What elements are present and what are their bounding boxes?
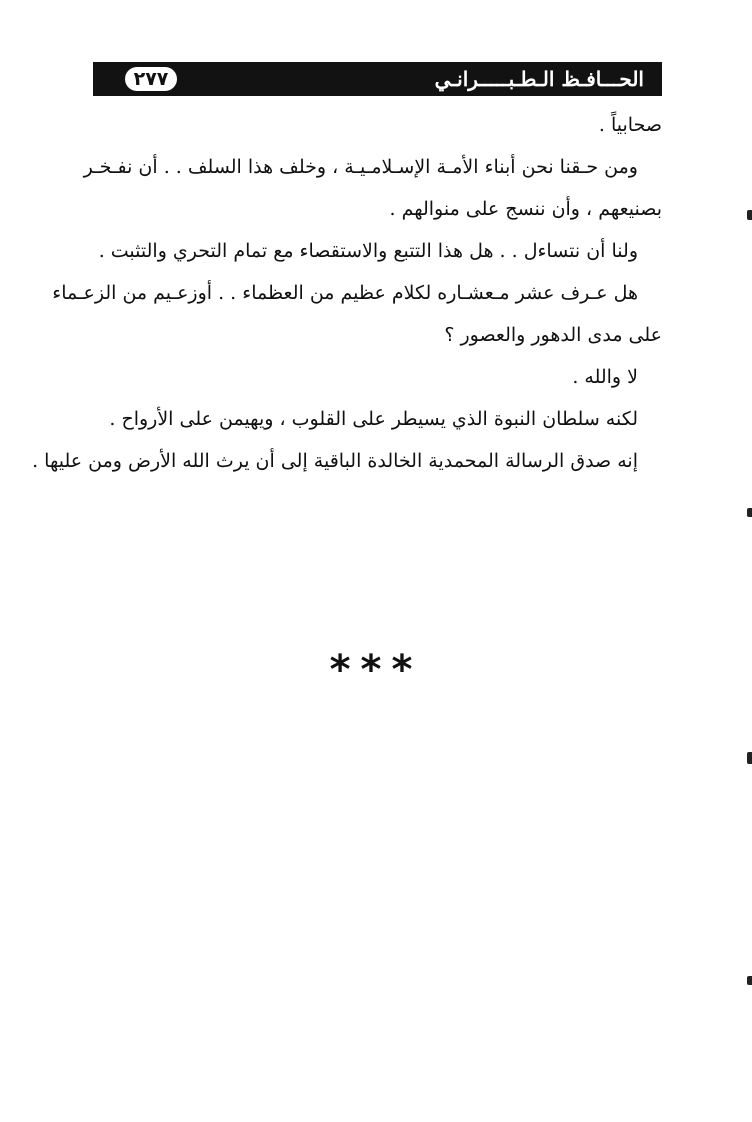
text-line: ومن حـقنا نحن أبناء الأمـة الإسـلامـيـة ، وخلف هذا السلف . . أن نفـخـر bbox=[83, 156, 638, 178]
text-line: لا والله . bbox=[572, 366, 638, 388]
scan-edge-mark bbox=[747, 752, 752, 764]
text-line: ولنا أن نتساءل . . هل هذا التتبع والاستقصاء مع تمام التحري والتثبت . bbox=[98, 240, 638, 262]
scan-edge-mark bbox=[747, 508, 752, 517]
scan-edge-mark bbox=[747, 210, 752, 220]
page-body bbox=[32, 104, 662, 482]
page-number: ٢٧٧ bbox=[125, 67, 177, 91]
scan-edge-mark bbox=[747, 976, 752, 985]
text-line: بصنيعهم ، وأن ننسج على منوالهم . bbox=[389, 198, 662, 220]
text-line: صحابياً . bbox=[598, 114, 662, 136]
section-separator: *** bbox=[329, 647, 423, 693]
running-title: الحـــافـظ الـطـبـــــرانـي bbox=[434, 67, 644, 91]
page-header bbox=[93, 62, 662, 96]
text-line: لكنه سلطان النبوة الذي يسيطر على القلوب ، ويهيمن على الأرواح . bbox=[109, 408, 638, 430]
text-line: هل عـرف عشر مـعشـاره لكلام عظيم من العظماء . . أوزعـيم من الزعـماء bbox=[52, 282, 638, 304]
text-line: على مدى الدهور والعصور ؟ bbox=[444, 324, 662, 346]
text-line: إنه صدق الرسالة المحمدية الخالدة الباقية إلى أن يرث الله الأرض ومن عليها . bbox=[32, 450, 638, 472]
